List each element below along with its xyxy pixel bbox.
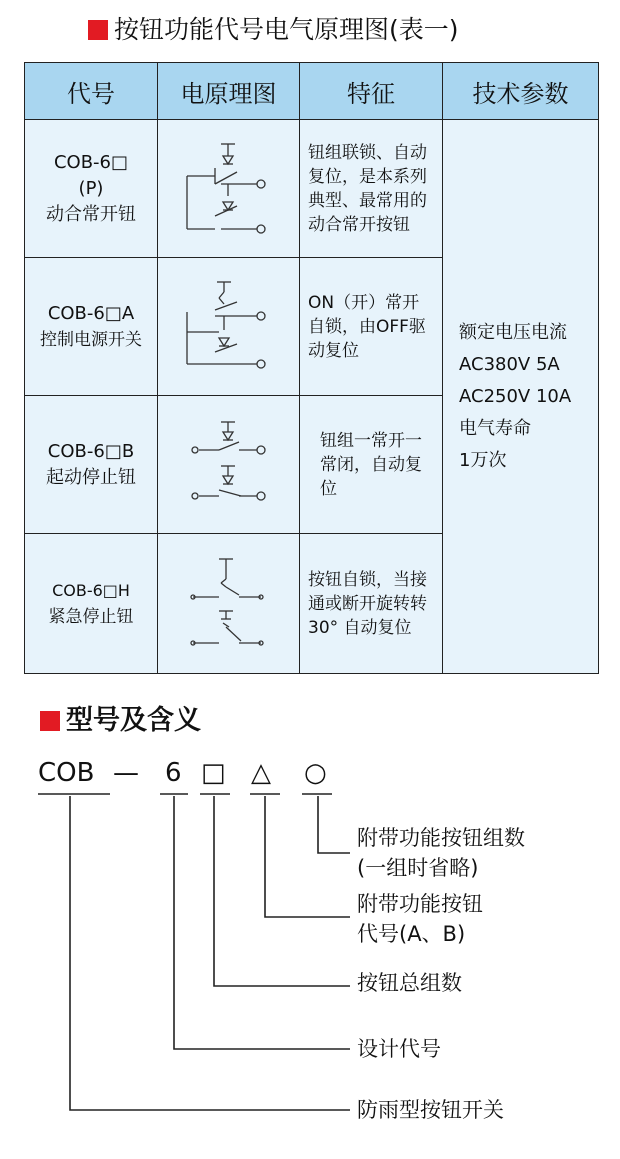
meaning-line: 附带功能按钮组数 <box>357 826 525 850</box>
schematic-diagram <box>179 134 279 244</box>
model-code-tree <box>0 750 620 1130</box>
code-dash: — <box>113 758 139 788</box>
model-section-title <box>40 705 201 737</box>
tech-line: AC380V 5A <box>459 353 560 375</box>
model-name: 起动停止钮 <box>46 466 136 488</box>
schematic-cell <box>158 534 300 674</box>
table-row <box>25 120 599 258</box>
model-code: COB-6□ <box>53 151 129 173</box>
code-cell <box>25 396 158 534</box>
model-code: COB-6□B <box>47 440 135 462</box>
red-square-icon <box>88 20 108 40</box>
tech-line: 电气寿命 <box>459 417 531 439</box>
tech-line: AC250V 10A <box>459 385 572 407</box>
schematic-cell <box>158 396 300 534</box>
meaning-line: 设计代号 <box>357 1037 441 1061</box>
feature-cell: 钮组联锁、自动复位，是本系列典型、最常用的动合常开按钮 <box>300 120 443 258</box>
meaning-line: 防雨型按钮开关 <box>357 1098 504 1122</box>
meaning-rainproof <box>357 1095 504 1125</box>
schematic-diagram <box>179 410 279 520</box>
schematic-diagram <box>179 549 279 659</box>
meaning-function-code <box>357 889 483 949</box>
code-prefix: COB <box>38 758 95 788</box>
header-schematic: 电原理图 <box>158 63 300 120</box>
connector-function-code <box>265 796 350 917</box>
tech-params-cell <box>443 120 599 674</box>
spec-table <box>24 62 599 674</box>
table-title <box>88 14 459 46</box>
header-tech: 技术参数 <box>443 63 599 120</box>
feature-cell: 按钮自锁，当接通或断开旋转转30° 自动复位 <box>300 534 443 674</box>
table-title-text: 按钮功能代号电气原理图(表一) <box>114 15 459 44</box>
meaning-line: 附带功能按钮 <box>357 892 483 916</box>
meaning-line: (一组时省略) <box>357 856 479 880</box>
code-circle-symbol: ○ <box>304 758 327 788</box>
code-cell <box>25 258 158 396</box>
feature-cell: 钮组一常开一常闭，自动复位 <box>300 396 443 534</box>
model-code: COB-6□A <box>47 302 135 324</box>
connector-group-count <box>318 796 350 853</box>
model-name: 紧急停止钮 <box>48 606 134 627</box>
code-triangle-symbol: △ <box>251 758 271 788</box>
model-name: 控制电源开关 <box>40 329 142 350</box>
meaning-line: 按钮总组数 <box>357 971 462 995</box>
meaning-line: 代号(A、B) <box>357 922 466 946</box>
red-square-icon <box>40 711 60 731</box>
meaning-design-code <box>357 1034 441 1064</box>
model-name: 动合常开钮 <box>46 203 136 225</box>
code-square-symbol: □ <box>201 758 226 788</box>
header-code: 代号 <box>25 63 158 120</box>
code-cell <box>25 120 158 258</box>
feature-cell: ON（开）常开自锁，由OFF驱动复位 <box>300 258 443 396</box>
connector-design-code <box>174 796 350 1049</box>
code-digit: 6 <box>165 758 182 788</box>
model-code: COB-6□H <box>52 580 130 600</box>
meaning-total-groups <box>357 968 462 998</box>
header-feature: 特征 <box>300 63 443 120</box>
tech-line: 1万次 <box>459 449 507 471</box>
tech-line: 额定电压电流 <box>459 321 567 343</box>
table-header-row <box>25 63 599 120</box>
connector-rainproof <box>70 796 350 1110</box>
code-cell <box>25 534 158 674</box>
meaning-group-count <box>357 823 525 883</box>
connector-total-groups <box>214 796 350 986</box>
schematic-cell <box>158 120 300 258</box>
model-code-suffix: (P) <box>78 177 104 199</box>
model-section-title-text: 型号及含义 <box>66 705 201 736</box>
schematic-cell <box>158 258 300 396</box>
schematic-diagram <box>179 272 279 382</box>
